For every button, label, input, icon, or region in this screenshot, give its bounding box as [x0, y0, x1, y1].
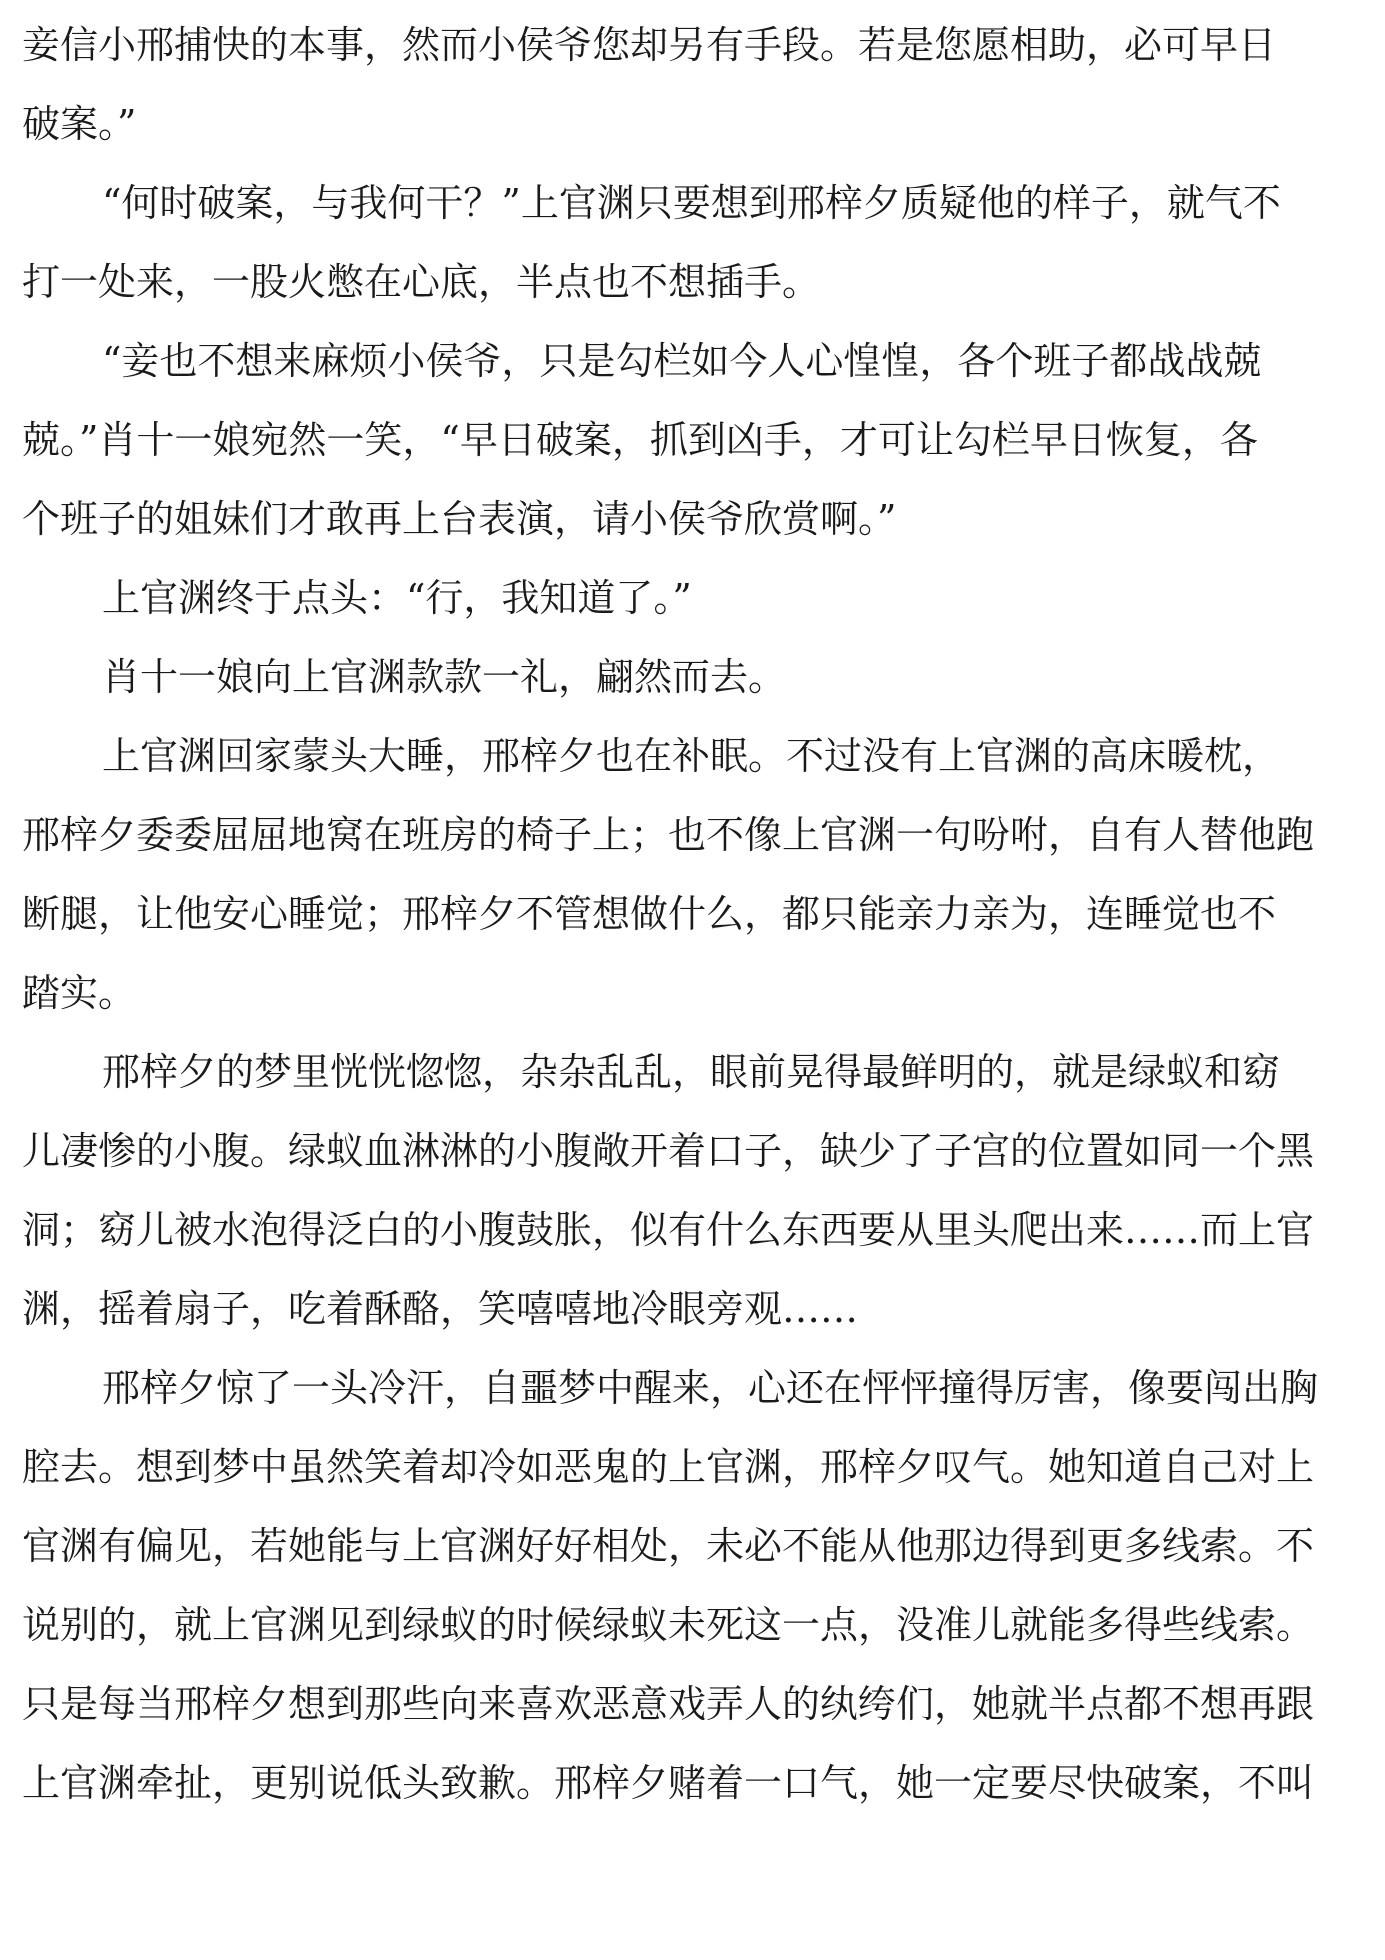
- text-line: 腔去。想到梦中虽然笑着却冷如恶鬼的上官渊，邢梓夕叹气。她知道自己对上: [22, 1445, 1315, 1489]
- text-line: 只是每当邢梓夕想到那些向来喜欢恶意戏弄人的纨绔们，她就半点都不想再跟: [22, 1682, 1315, 1726]
- text-line: 断腿，让他安心睡觉；邢梓夕不管想做什么，都只能亲力亲为，连睡觉也不: [22, 892, 1277, 936]
- text-line: 个班子的姐妹们才敢再上台表演，请小侯爷欣赏啊。”: [22, 497, 897, 541]
- text-line: 打一处来，一股火憋在心底，半点也不想插手。: [22, 260, 821, 304]
- paragraph: [22, 559, 1360, 638]
- paragraph: [22, 1033, 1360, 1349]
- paragraph: [22, 164, 1360, 322]
- text-line: 兢。”肖十一娘宛然一笑，“早日破案，抓到凶手，才可让勾栏早日恢复，各: [22, 418, 1258, 462]
- paragraph: [22, 717, 1360, 1033]
- text-line: 上官渊牵扯，更别说低头致歉。邢梓夕赌着一口气，她一定要尽快破案，不叫: [22, 1761, 1315, 1805]
- text-line: 肖十一娘向上官渊款款一礼，翩然而去。: [102, 655, 787, 699]
- text-line: 儿凄惨的小腹。绿蚁血淋淋的小腹敞开着口子，缺少了子宫的位置如同一个黑: [22, 1129, 1315, 1173]
- paragraph: [22, 638, 1360, 717]
- paragraph: [22, 322, 1360, 559]
- text-line: “妾也不想来麻烦小侯爷，只是勾栏如今人心惶惶，各个班子都战战兢: [102, 339, 1262, 383]
- text-line: 踏实。: [22, 971, 137, 1015]
- text-line: 说别的，就上官渊见到绿蚁的时候绿蚁未死这一点，没准儿就能多得些线索。: [22, 1603, 1315, 1647]
- text-line: 上官渊终于点头：“行，我知道了。”: [102, 576, 692, 620]
- text-line: 邢梓夕的梦里恍恍惚惚，杂杂乱乱，眼前晃得最鲜明的，就是绿蚁和窈: [102, 1050, 1281, 1094]
- text-line: 官渊有偏见，若她能与上官渊好好相处，未必不能从他那边得到更多线索。不: [22, 1524, 1315, 1568]
- text-line: 妾信小邢捕快的本事，然而小侯爷您却另有手段。若是您愿相助，必可早日: [22, 23, 1277, 67]
- text-line: 洞；窈儿被水泡得泛白的小腹鼓胀，似有什么东西要从里头爬出来……而上官: [22, 1208, 1315, 1252]
- paragraph: [22, 1349, 1360, 1823]
- text-line: “何时破案，与我何干？”上官渊只要想到邢梓夕质疑他的样子，就气不: [102, 181, 1281, 225]
- text-line: 邢梓夕惊了一头冷汗，自噩梦中醒来，心还在怦怦撞得厉害，像要闯出胸: [102, 1366, 1319, 1410]
- text-line: 上官渊回家蒙头大睡，邢梓夕也在补眠。不过没有上官渊的高床暖枕，: [102, 734, 1281, 778]
- text-line: 渊，摇着扇子，吃着酥酪，笑嘻嘻地冷眼旁观……: [22, 1287, 859, 1331]
- paragraph: [22, 6, 1360, 164]
- text-line: 邢梓夕委委屈屈地窝在班房的椅子上；也不像上官渊一句吩咐，自有人替他跑: [22, 813, 1315, 857]
- novel-page: [22, 0, 1360, 1960]
- text-line: 破案。”: [22, 102, 137, 146]
